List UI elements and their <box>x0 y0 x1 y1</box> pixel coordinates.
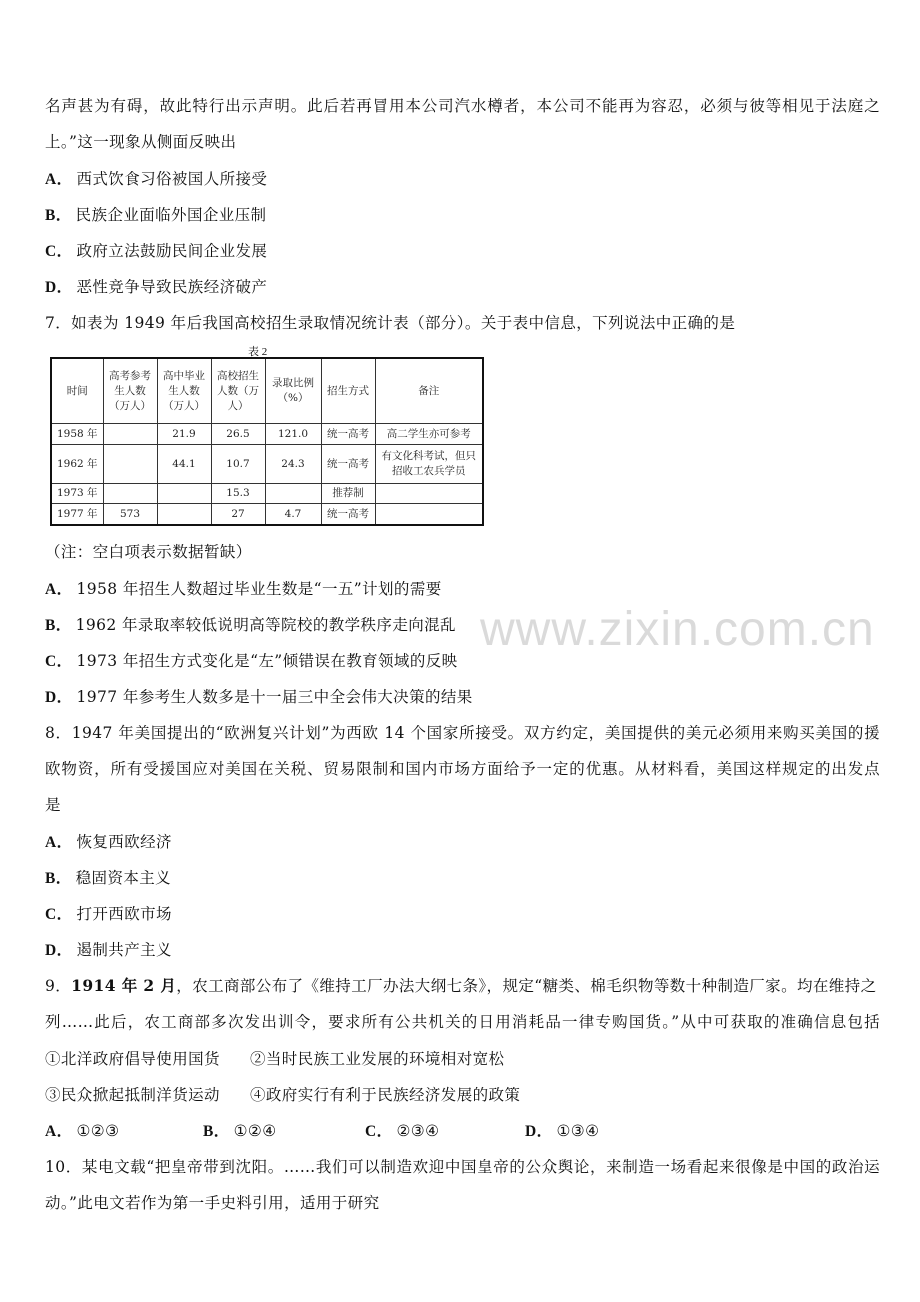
table-caption: 表 2 <box>248 346 268 358</box>
q9-date: 1914 年 2 月 <box>71 976 177 995</box>
q7-option-d <box>45 687 880 708</box>
option-text: ①③④ <box>556 1122 600 1140</box>
option-letter: D． <box>45 942 73 959</box>
table-cell <box>103 424 157 445</box>
table-cell: 27 <box>211 504 265 526</box>
option-letter: B． <box>203 1123 230 1140</box>
table-cell: 推荐制 <box>321 484 375 504</box>
q9-items-row-1 <box>45 1049 880 1069</box>
q9-item-2: ②当时民族工业发展的环境相对宽松 <box>250 1050 505 1068</box>
q7-option-a <box>45 579 880 600</box>
table-cell: 统一高考 <box>321 424 375 445</box>
table-cell: 21.9 <box>157 424 211 445</box>
table-row <box>51 484 483 504</box>
table-cell: 44.1 <box>157 445 211 484</box>
table-row <box>51 424 483 445</box>
table-cell <box>103 445 157 484</box>
table-header-cell: 备注 <box>375 358 483 424</box>
q8-option-d <box>45 940 880 961</box>
option-text: ①②④ <box>233 1122 277 1140</box>
table-cell: 1958 年 <box>51 424 103 445</box>
table-cell: 高二学生亦可参考 <box>375 424 483 445</box>
q6-option-d <box>45 277 880 298</box>
table-header-row <box>51 358 483 424</box>
q9-item-4: ④政府实行有利于民族经济发展的政策 <box>250 1086 521 1104</box>
table-cell: 有文化科考试，但只招收工农兵学员 <box>375 445 483 484</box>
table-cell: 10.7 <box>211 445 265 484</box>
q8-option-a <box>45 832 880 853</box>
table-cell <box>375 504 483 526</box>
q10-text-line-1: 10．某电文载“把皇帝带到沈阳。……我们可以制造欢迎中国皇帝的公众舆论，来制造一场看起来很像是中国的政治运 <box>45 1158 880 1176</box>
table-cell: 15.3 <box>211 484 265 504</box>
q8-text-line-1: 8．1947 年美国提出的“欧洲复兴计划”为西欧 14 个国家所接受。双方约定，美国提供的美元必须用来购买美国的援 <box>45 724 880 742</box>
q8-text-line-3: 是 <box>45 796 61 814</box>
option-letter: A． <box>45 834 73 851</box>
option-text: 打开西欧市场 <box>76 905 172 923</box>
table-cell: 1973 年 <box>51 484 103 504</box>
q9-choice-b <box>203 1121 277 1142</box>
table-cell: 统一高考 <box>321 445 375 484</box>
enrollment-stats-table <box>50 357 484 526</box>
q9-choice-d <box>525 1121 599 1142</box>
q9-items-row-2 <box>45 1085 880 1105</box>
q7-table-note: （注：空白项表示数据暂缺） <box>45 543 252 561</box>
table-header-cell: 高考参考生人数（万人） <box>103 358 157 424</box>
q8-option-b <box>45 868 880 889</box>
option-text: 稳固资本主义 <box>75 869 172 887</box>
q6-text-line-1: 名声甚为有碍，故此特行出示声明。此后若再冒用本公司汽水樽者，本公司不能再为容忍，必须与彼等相见于法庭之 <box>45 97 880 115</box>
option-letter: C． <box>45 653 73 670</box>
option-text: ②③④ <box>396 1122 440 1140</box>
option-text: 1958 年招生人数超过毕业生数是“一五”计划的需要 <box>76 580 442 598</box>
option-text: 遏制共产主义 <box>76 941 172 959</box>
q9-text-line-1 <box>45 976 880 996</box>
question-number: 9． <box>45 977 72 995</box>
option-text: 恢复西欧经济 <box>76 833 172 851</box>
option-letter: D． <box>45 279 73 296</box>
q8-option-c <box>45 904 880 925</box>
q6-option-c <box>45 241 880 262</box>
q10-text-line-2: 动。”此电文若作为第一手史料引用，适用于研究 <box>45 1194 380 1212</box>
q6-option-b <box>45 205 880 226</box>
q9-item-3: ③民众掀起抵制洋货运动 <box>45 1086 220 1104</box>
option-letter: C． <box>45 243 73 260</box>
watermark: www.zixin.com.cn <box>480 603 875 656</box>
option-text: 民族企业面临外国企业压制 <box>75 206 267 224</box>
table-cell: 26.5 <box>211 424 265 445</box>
q6-option-a <box>45 169 880 190</box>
option-letter: A． <box>45 581 73 598</box>
option-letter: D． <box>45 689 73 706</box>
q6-text-line-2: 上。”这一现象从侧面反映出 <box>45 133 237 151</box>
table-cell: 573 <box>103 504 157 526</box>
q9-item-1: ①北洋政府倡导使用国货 <box>45 1050 220 1068</box>
option-letter: B． <box>45 617 72 634</box>
table-header-cell: 录取比例（%） <box>265 358 321 424</box>
table-header-cell: 时间 <box>51 358 103 424</box>
table-header-cell: 高校招生人数（万人） <box>211 358 265 424</box>
table-cell: 统一高考 <box>321 504 375 526</box>
table-cell: 4.7 <box>265 504 321 526</box>
option-text: 恶性竞争导致民族经济破产 <box>76 278 268 296</box>
table-cell: 24.3 <box>265 445 321 484</box>
q8-text-line-2: 欧物资，所有受援国应对美国在关税、贸易限制和国内市场方面给予一定的优惠。从材料看，美国这样规定的出发点 <box>45 760 880 778</box>
option-text: 1962 年录取率较低说明高等院校的教学秩序走向混乱 <box>75 616 456 634</box>
q9-text: ，农工商部公布了《维持工厂办法大纲七条》，规定“糖类、棉毛织物等数十种制造厂家。均在维持之 <box>176 977 877 995</box>
option-letter: A． <box>45 171 73 188</box>
table-header-cell: 招生方式 <box>321 358 375 424</box>
option-text: ①②③ <box>76 1122 120 1140</box>
option-text: 1977 年参考生人数多是十一届三中全会伟大决策的结果 <box>76 688 473 706</box>
option-text: 1973 年招生方式变化是“左”倾错误在教育领域的反映 <box>76 652 458 670</box>
table-cell: 121.0 <box>265 424 321 445</box>
option-letter: B． <box>45 870 72 887</box>
option-letter: C． <box>45 906 73 923</box>
table-header-cell: 高中毕业生人数（万人） <box>157 358 211 424</box>
q9-choice-c <box>365 1121 439 1142</box>
table-row <box>51 445 483 484</box>
table-cell: 1962 年 <box>51 445 103 484</box>
table-cell <box>157 504 211 526</box>
table-cell: 1977 年 <box>51 504 103 526</box>
table-cell <box>157 484 211 504</box>
table-cell <box>265 484 321 504</box>
option-letter: C． <box>365 1123 393 1140</box>
q7-stem: 7．如表为 1949 年后我国高校招生录取情况统计表（部分）。关于表中信息，下列说法中正确的是 <box>45 314 736 332</box>
option-letter: B． <box>45 207 72 224</box>
option-text: 西式饮食习俗被国人所接受 <box>76 170 268 188</box>
table-cell <box>103 484 157 504</box>
table-cell <box>375 484 483 504</box>
option-letter: A． <box>45 1123 73 1140</box>
q9-text-line-2: 列……此后，农工商部多次发出训令，要求所有公共机关的日用消耗品一律专购国货。”从中可获取的准确信息包括 <box>45 1013 880 1031</box>
option-letter: D． <box>525 1123 553 1140</box>
option-text: 政府立法鼓励民间企业发展 <box>76 242 268 260</box>
table-row <box>51 504 483 526</box>
q9-choice-a <box>45 1121 119 1142</box>
